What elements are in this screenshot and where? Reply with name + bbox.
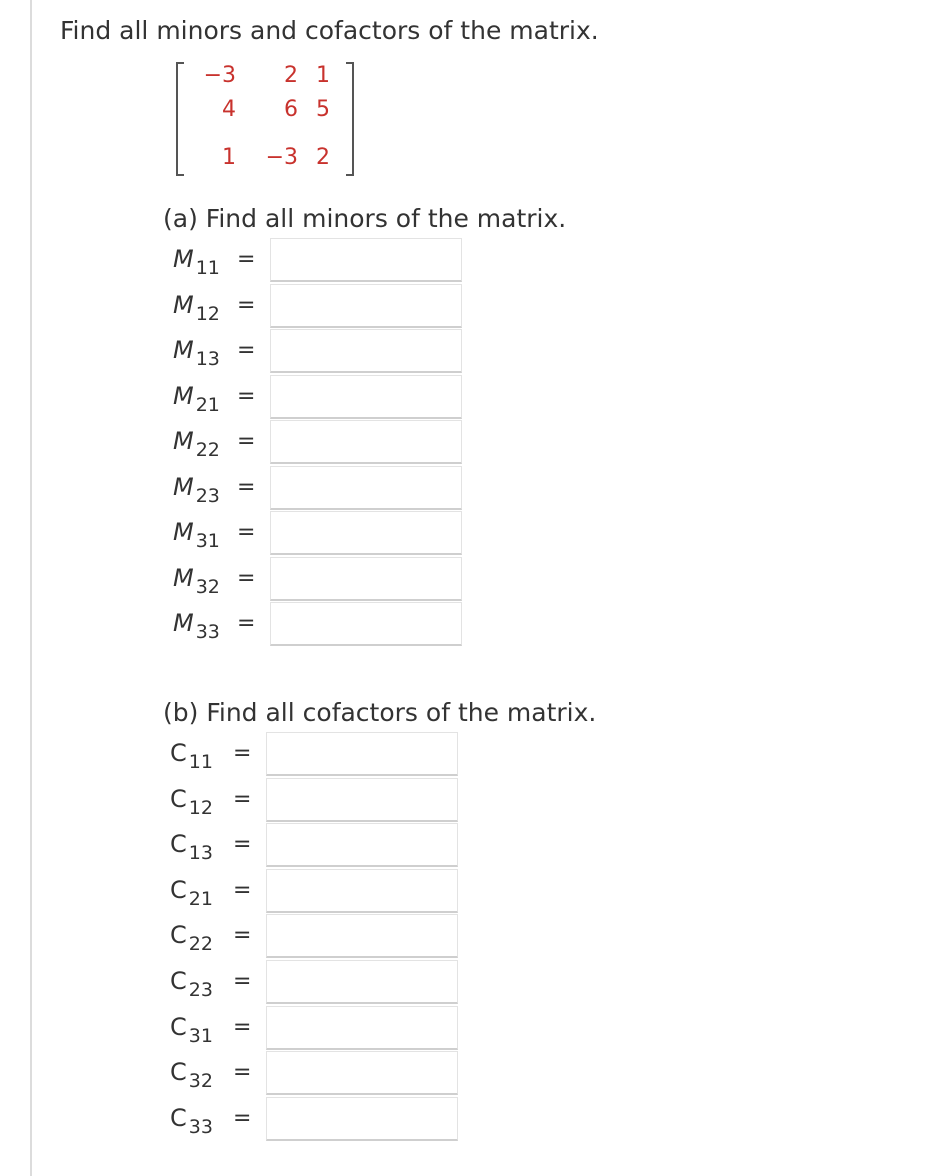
cofactor-label-23 <box>170 966 213 1001</box>
equals-sign: = <box>233 877 252 903</box>
cofactor-row-33 <box>0 1097 944 1141</box>
variable-symbol: M <box>173 336 194 364</box>
equals-sign: = <box>233 969 252 994</box>
equals-sign: = <box>237 520 256 545</box>
variable-subscript: 33 <box>188 1115 213 1138</box>
variable-subscript: 11 <box>188 751 213 773</box>
variable-symbol: M <box>173 290 194 319</box>
minor-row-22 <box>0 420 944 464</box>
matrix-cell-3-3: 2 <box>316 145 330 170</box>
question-text: Find all minors and cofactors of the matrix. <box>60 16 599 45</box>
cofactor-row-23 <box>0 960 944 1004</box>
variable-subscript: 32 <box>188 1070 213 1093</box>
minor-input-22[interactable] <box>270 420 462 464</box>
minor-input-13[interactable] <box>270 329 462 373</box>
minor-label-22 <box>173 426 220 461</box>
cofactor-label-11 <box>170 738 213 773</box>
variable-symbol: C <box>170 921 187 950</box>
minor-row-12 <box>0 284 944 328</box>
variable-subscript: 33 <box>195 621 220 643</box>
cofactor-input-11[interactable] <box>266 732 458 776</box>
part-a-title: (a) Find all minors of the matrix. <box>163 204 567 233</box>
variable-symbol: C <box>170 739 187 767</box>
equals-sign: = <box>237 247 256 272</box>
variable-subscript: 31 <box>188 1024 213 1047</box>
equals-sign: = <box>237 611 256 636</box>
equals-sign: = <box>233 741 252 766</box>
matrix-cell-3-1: 1 <box>222 145 236 170</box>
cofactor-row-13 <box>0 823 944 867</box>
matrix-cell-2-1: 4 <box>222 97 236 122</box>
variable-subscript: 11 <box>195 257 220 279</box>
matrix-right-bracket <box>346 62 354 176</box>
cofactor-label-12 <box>170 784 213 819</box>
equals-sign: = <box>237 383 256 409</box>
minor-row-13 <box>0 329 944 373</box>
variable-subscript: 22 <box>188 933 213 956</box>
minor-input-32[interactable] <box>270 557 462 601</box>
minor-row-11 <box>0 238 944 282</box>
minor-label-12 <box>173 290 220 325</box>
minor-input-11[interactable] <box>270 238 462 282</box>
minor-input-23[interactable] <box>270 466 462 510</box>
cofactor-label-22 <box>170 920 213 956</box>
variable-subscript: 23 <box>195 484 220 507</box>
variable-symbol: C <box>170 830 187 859</box>
variable-symbol: M <box>173 518 194 546</box>
equals-sign: = <box>233 786 252 812</box>
equals-sign: = <box>233 1105 252 1131</box>
minor-row-23 <box>0 466 944 510</box>
minor-row-32 <box>0 557 944 601</box>
matrix <box>176 62 354 176</box>
cofactor-input-21[interactable] <box>266 869 458 913</box>
minor-label-32 <box>173 563 220 598</box>
minor-label-13 <box>173 335 220 370</box>
cofactor-row-12 <box>0 778 944 822</box>
part-b-title: (b) Find all cofactors of the matrix. <box>163 698 597 727</box>
variable-subscript: 31 <box>195 530 220 552</box>
variable-symbol: M <box>173 245 194 273</box>
equals-sign: = <box>237 565 256 591</box>
variable-subscript: 12 <box>188 796 213 819</box>
variable-symbol: C <box>170 1103 187 1132</box>
variable-subscript: 12 <box>195 302 220 325</box>
cofactor-input-23[interactable] <box>266 960 458 1004</box>
minor-label-21 <box>173 381 220 416</box>
cofactor-label-33 <box>170 1103 213 1138</box>
minor-input-12[interactable] <box>270 284 462 328</box>
equals-sign: = <box>237 338 256 363</box>
cofactor-row-32 <box>0 1051 944 1095</box>
variable-symbol: M <box>173 472 194 501</box>
equals-sign: = <box>233 1014 252 1040</box>
variable-subscript: 21 <box>188 887 213 910</box>
equals-sign: = <box>233 832 252 858</box>
variable-symbol: M <box>173 609 194 637</box>
equals-sign: = <box>233 923 252 949</box>
variable-symbol: C <box>170 784 187 813</box>
cofactor-row-11 <box>0 732 944 776</box>
cofactor-label-32 <box>170 1057 213 1093</box>
cofactor-label-31 <box>170 1012 213 1047</box>
variable-subscript: 21 <box>195 393 220 416</box>
variable-subscript: 13 <box>188 842 213 865</box>
variable-symbol: M <box>173 381 194 410</box>
cofactor-input-12[interactable] <box>266 778 458 822</box>
matrix-cell-2-3: 5 <box>316 97 330 122</box>
minor-row-33 <box>0 602 944 646</box>
cofactor-row-31 <box>0 1006 944 1050</box>
cofactor-row-22 <box>0 914 944 958</box>
equals-sign: = <box>237 429 256 454</box>
minor-label-23 <box>173 472 220 507</box>
cofactor-input-33[interactable] <box>266 1097 458 1141</box>
variable-symbol: C <box>170 967 187 995</box>
variable-subscript: 23 <box>188 979 213 1001</box>
minor-input-21[interactable] <box>270 375 462 419</box>
variable-symbol: C <box>170 1058 187 1087</box>
equals-sign: = <box>237 474 256 500</box>
minor-label-33 <box>173 608 220 643</box>
variable-symbol: C <box>170 1012 187 1041</box>
minor-input-31[interactable] <box>270 511 462 555</box>
minor-label-31 <box>173 517 220 552</box>
minor-input-33[interactable] <box>270 602 462 646</box>
variable-subscript: 22 <box>195 439 220 461</box>
minor-row-21 <box>0 375 944 419</box>
minor-row-31 <box>0 511 944 555</box>
matrix-cell-1-2: 2 <box>284 63 298 88</box>
matrix-left-bracket <box>176 62 184 176</box>
cofactor-row-21 <box>0 869 944 913</box>
variable-symbol: C <box>170 875 187 904</box>
variable-subscript: 32 <box>195 575 220 598</box>
equals-sign: = <box>237 292 256 318</box>
matrix-cell-3-2: −3 <box>265 145 298 170</box>
equals-sign: = <box>233 1060 252 1086</box>
minor-label-11 <box>173 244 220 279</box>
matrix-cell-2-2: 6 <box>284 97 298 122</box>
variable-subscript: 13 <box>195 348 220 370</box>
matrix-cell-1-1: −3 <box>203 63 236 88</box>
cofactor-input-22[interactable] <box>266 914 458 958</box>
variable-symbol: M <box>173 427 194 455</box>
variable-symbol: M <box>173 563 194 592</box>
cofactor-input-32[interactable] <box>266 1051 458 1095</box>
cofactor-label-21 <box>170 875 213 910</box>
matrix-cell-1-3: 1 <box>316 63 330 88</box>
cofactor-input-13[interactable] <box>266 823 458 867</box>
cofactor-input-31[interactable] <box>266 1006 458 1050</box>
cofactor-label-13 <box>170 829 213 865</box>
